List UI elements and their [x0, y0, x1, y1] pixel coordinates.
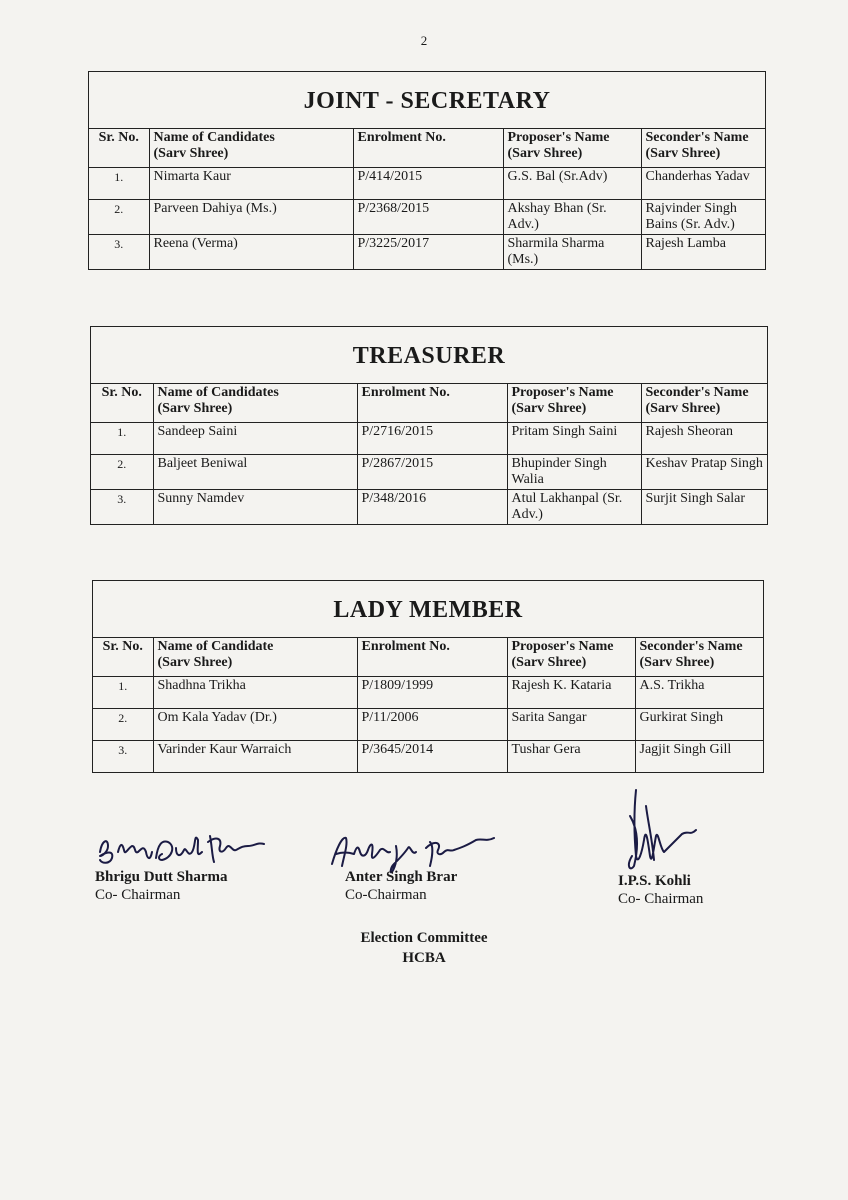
section-lady-member [92, 580, 764, 773]
cell-proposer: Rajesh K. Kataria [507, 676, 635, 708]
cell-proposer: Akshay Bhan (Sr. Adv.) [503, 199, 641, 234]
signatory-designation: Co-Chairman [345, 887, 427, 903]
col-header-seconder-sub: (Sarv Shree) [645, 401, 721, 416]
col-header-name [153, 384, 357, 422]
cell-enrolment: P/2716/2015 [357, 422, 507, 454]
col-header-proposer [503, 129, 641, 167]
footer-line-1: Election Committee [360, 930, 488, 946]
signatory-name: I.P.S. Kohli [618, 873, 691, 889]
table-row [89, 234, 765, 269]
cell-proposer: G.S. Bal (Sr.Adv) [503, 167, 641, 199]
col-header-seconder-label: Seconder's Name [639, 639, 743, 654]
cell-proposer: Pritam Singh Saini [507, 422, 641, 454]
cell-enrolment: P/3645/2014 [357, 740, 507, 772]
col-header-name-sub: (Sarv Shree) [153, 146, 229, 161]
cell-enrolment: P/1809/1999 [357, 676, 507, 708]
cell-sr-no: 3. [89, 234, 149, 269]
cell-sr-no: 2. [89, 199, 149, 234]
table-row [93, 740, 763, 772]
cell-enrolment: P/2867/2015 [357, 454, 507, 489]
table-header-row [93, 638, 763, 676]
cell-name: Sandeep Saini [153, 422, 357, 454]
cell-enrolment: P/414/2015 [353, 167, 503, 199]
col-header-proposer-sub: (Sarv Shree) [511, 655, 587, 670]
col-header-proposer-sub: (Sarv Shree) [507, 146, 583, 161]
table-row [91, 454, 767, 489]
cell-seconder: Chanderhas Yadav [641, 167, 765, 199]
col-header-enrolment: Enrolment No. [357, 638, 507, 676]
cell-seconder: Gurkirat Singh [635, 708, 763, 740]
table-row [91, 422, 767, 454]
cell-enrolment: P/11/2006 [357, 708, 507, 740]
cell-proposer: Sharmila Sharma (Ms.) [503, 234, 641, 269]
col-header-enrolment: Enrolment No. [353, 129, 503, 167]
section-joint-secretary [88, 71, 766, 270]
cell-name: Varinder Kaur Warraich [153, 740, 357, 772]
candidates-table [91, 384, 767, 524]
col-header-name-label: Name of Candidates [153, 130, 275, 145]
signature-bhrigu-dutt-sharma [92, 822, 282, 874]
col-header-proposer [507, 384, 641, 422]
table-row [91, 489, 767, 524]
cell-proposer: Tushar Gera [507, 740, 635, 772]
table-row [93, 708, 763, 740]
col-header-proposer-sub: (Sarv Shree) [511, 401, 587, 416]
table-row [89, 199, 765, 234]
col-header-proposer-label: Proposer's Name [511, 385, 614, 400]
footer-line-2: HCBA [402, 950, 446, 966]
page-number: 2 [420, 33, 428, 48]
col-header-proposer-label: Proposer's Name [511, 639, 614, 654]
cell-sr-no: 3. [91, 489, 153, 524]
cell-sr-no: 2. [91, 454, 153, 489]
col-header-seconder-sub: (Sarv Shree) [639, 655, 715, 670]
section-title: LADY MEMBER [93, 581, 763, 638]
section-title: TREASURER [91, 327, 767, 384]
signatory-name: Anter Singh Brar [345, 869, 458, 885]
col-header-name-sub: (Sarv Shree) [157, 401, 233, 416]
col-header-name-label: Name of Candidates [157, 385, 279, 400]
col-header-proposer [507, 638, 635, 676]
cell-proposer: Sarita Sangar [507, 708, 635, 740]
candidates-table [93, 638, 763, 772]
cell-seconder: Rajvinder Singh Bains (Sr. Adv.) [641, 199, 765, 234]
section-title: JOINT - SECRETARY [89, 72, 765, 129]
candidates-table [89, 129, 765, 269]
col-header-name-label: Name of Candidate [157, 639, 274, 654]
cell-enrolment: P/2368/2015 [353, 199, 503, 234]
col-header-seconder [641, 384, 767, 422]
cell-sr-no: 3. [93, 740, 153, 772]
cell-name: Nimarta Kaur [149, 167, 353, 199]
cell-seconder: Jagjit Singh Gill [635, 740, 763, 772]
signatory-designation: Co- Chairman [618, 891, 704, 907]
signature-ips-kohli [610, 786, 720, 878]
cell-seconder: Keshav Pratap Singh [641, 454, 767, 489]
signatory-2 [345, 868, 457, 904]
col-header-enrolment: Enrolment No. [357, 384, 507, 422]
footer [0, 928, 848, 968]
cell-name: Reena (Verma) [149, 234, 353, 269]
col-header-seconder [635, 638, 763, 676]
cell-name: Sunny Namdev [153, 489, 357, 524]
cell-proposer: Atul Lakhanpal (Sr. Adv.) [507, 489, 641, 524]
col-header-seconder-label: Seconder's Name [645, 385, 749, 400]
cell-seconder: Surjit Singh Salar [641, 489, 767, 524]
table-header-row [91, 384, 767, 422]
col-header-name-sub: (Sarv Shree) [157, 655, 233, 670]
col-header-seconder-label: Seconder's Name [645, 130, 749, 145]
cell-name: Parveen Dahiya (Ms.) [149, 199, 353, 234]
signatory-3 [618, 872, 703, 908]
col-header-name [153, 638, 357, 676]
cell-sr-no: 1. [93, 676, 153, 708]
cell-sr-no: 1. [89, 167, 149, 199]
cell-name: Om Kala Yadav (Dr.) [153, 708, 357, 740]
table-header-row [89, 129, 765, 167]
col-header-name [149, 129, 353, 167]
cell-seconder: A.S. Trikha [635, 676, 763, 708]
table-row [89, 167, 765, 199]
cell-sr-no: 2. [93, 708, 153, 740]
section-treasurer [90, 326, 768, 525]
cell-name: Shadhna Trikha [153, 676, 357, 708]
cell-enrolment: P/348/2016 [357, 489, 507, 524]
cell-seconder: Rajesh Lamba [641, 234, 765, 269]
table-row [93, 676, 763, 708]
cell-enrolment: P/3225/2017 [353, 234, 503, 269]
signatory-1 [95, 868, 228, 904]
col-header-sr-no: Sr. No. [91, 384, 153, 422]
col-header-seconder [641, 129, 765, 167]
col-header-proposer-label: Proposer's Name [507, 130, 610, 145]
cell-name: Baljeet Beniwal [153, 454, 357, 489]
col-header-sr-no: Sr. No. [89, 129, 149, 167]
signatory-name: Bhrigu Dutt Sharma [95, 869, 228, 885]
cell-proposer: Bhupinder Singh Walia [507, 454, 641, 489]
col-header-seconder-sub: (Sarv Shree) [645, 146, 721, 161]
col-header-sr-no: Sr. No. [93, 638, 153, 676]
cell-sr-no: 1. [91, 422, 153, 454]
signatory-designation: Co- Chairman [95, 887, 181, 903]
cell-seconder: Rajesh Sheoran [641, 422, 767, 454]
